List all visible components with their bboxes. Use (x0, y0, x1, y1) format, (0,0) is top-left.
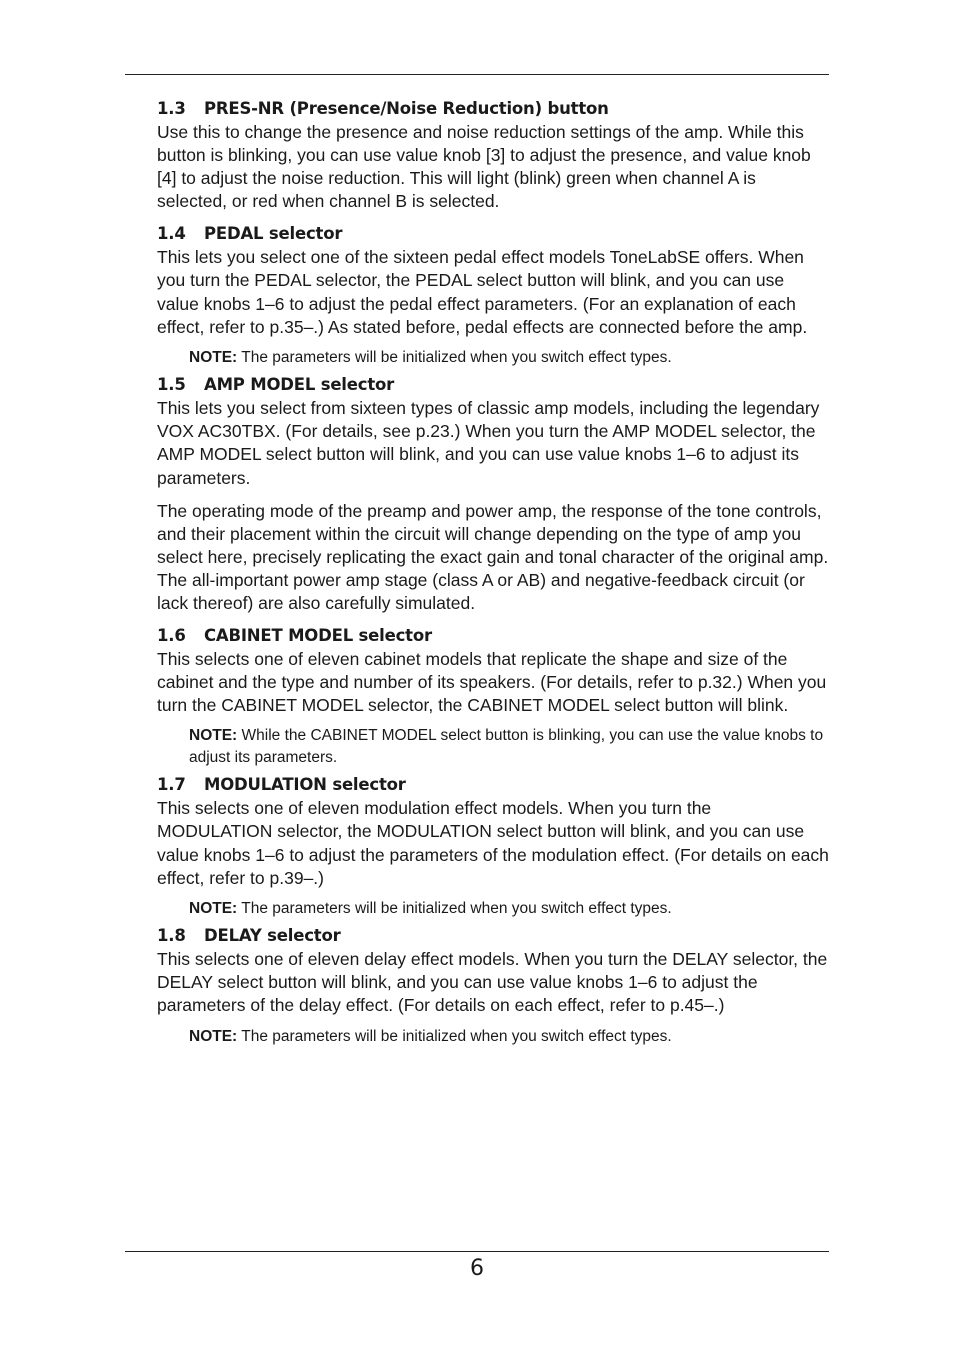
section-number: 1.4 (157, 224, 186, 244)
section-number: 1.8 (157, 926, 186, 946)
section-heading (157, 773, 829, 797)
note (189, 1026, 829, 1048)
section-heading (157, 222, 829, 246)
section-heading (157, 373, 829, 397)
section-paragraph: The operating mode of the preamp and power amp, the response of the tone controls, and their placement within the circuit will change depending on the type of amp you select here, precisely replicating the exact gain and tonal character of the original amp. The all-important power amp stage (class A or AB) and negative-feedback circuit (or lack thereof) are also carefully simulated. (157, 500, 829, 613)
section-title: PRES-NR (Presence/Noise Reduction) button (204, 99, 609, 118)
section-paragraph: This selects one of eleven delay effect models. When you turn the DELAY selector, the DELAY select button will blink, and you can use value knobs 1–6 to adjust the parameters of the delay effect. (For details on each effect, refer to p.45–.) (157, 949, 828, 1016)
section-1-6 (157, 624, 829, 768)
section-heading (157, 97, 829, 121)
section-heading (157, 924, 829, 948)
section-1-5 (157, 373, 829, 615)
page-content (157, 97, 829, 1047)
section-number: 1.3 (157, 99, 186, 118)
note-label: NOTE: (189, 899, 238, 917)
bottom-rule (125, 1251, 829, 1252)
top-rule (125, 74, 829, 75)
note-text: The parameters will be initialized when you switch effect types. (237, 899, 672, 917)
note-label: NOTE: (189, 727, 238, 745)
section-heading (157, 624, 829, 648)
section-paragraph: This selects one of eleven cabinet models that replicate the shape and size of the cabinet and the type and number of its speakers. (For details, refer to p.32.) When you turn the CABINET MODEL selector, the CABINET MODEL select button will blink. (157, 649, 827, 716)
section-number: 1.7 (157, 775, 186, 795)
page-number: 6 (470, 1256, 484, 1281)
section-paragraph: This lets you select one of the sixteen pedal effect models ToneLabSE offers. When you turn the PEDAL selector, the PEDAL select button will blink, and you can use value knobs 1–6 to adjust the pedal effect parameters. (For an explanation of each effect, refer to p.35–.) As stated before, pedal effects are connected before the amp. (157, 247, 808, 337)
note-text: The parameters will be initialized when you switch effect types. (237, 348, 672, 366)
section-number: 1.5 (157, 375, 186, 395)
section-title: PEDAL selector (204, 224, 343, 244)
section-number: 1.6 (157, 626, 186, 646)
note-label: NOTE: (189, 348, 238, 366)
section-paragraph: Use this to change the presence and noise reduction settings of the amp. While this button is blinking, you can use value knob [3] to adjust the presence, and value knob [4] to adjust the noise reduction. This will light (blink) green when channel A is selected, or red when channel B is selected. (157, 122, 811, 212)
section-1-8 (157, 924, 829, 1047)
section-paragraph: This selects one of eleven modulation effect models. When you turn the MODULATION selector, the MODULATION select button will blink, and you can use value knobs 1–6 to adjust the parameters of the modulation effect. (For details on each effect, refer to p.39–.) (157, 798, 829, 888)
note-text: The parameters will be initialized when you switch effect types. (237, 1027, 672, 1045)
section-1-3 (157, 97, 829, 213)
note (189, 898, 829, 920)
section-title: AMP MODEL selector (204, 375, 395, 395)
section-1-4 (157, 222, 829, 368)
note (189, 725, 829, 768)
section-title: CABINET MODEL selector (204, 626, 432, 646)
note-label: NOTE: (189, 1027, 238, 1045)
note (189, 347, 829, 369)
note-text: While the CABINET MODEL select button is blinking, you can use the value knobs to adjust its parameters. (189, 727, 824, 766)
section-title: MODULATION selector (204, 775, 406, 795)
section-paragraph: This lets you select from sixteen types of classic amp models, including the legendary VOX AC30TBX. (For details, see p.23.) When you turn the AMP MODEL selector, the AMP MODEL select button will blink, and you can use value knobs 1–6 to adjust its parameters. (157, 398, 820, 488)
section-title: DELAY selector (204, 926, 341, 946)
section-1-7 (157, 773, 829, 919)
